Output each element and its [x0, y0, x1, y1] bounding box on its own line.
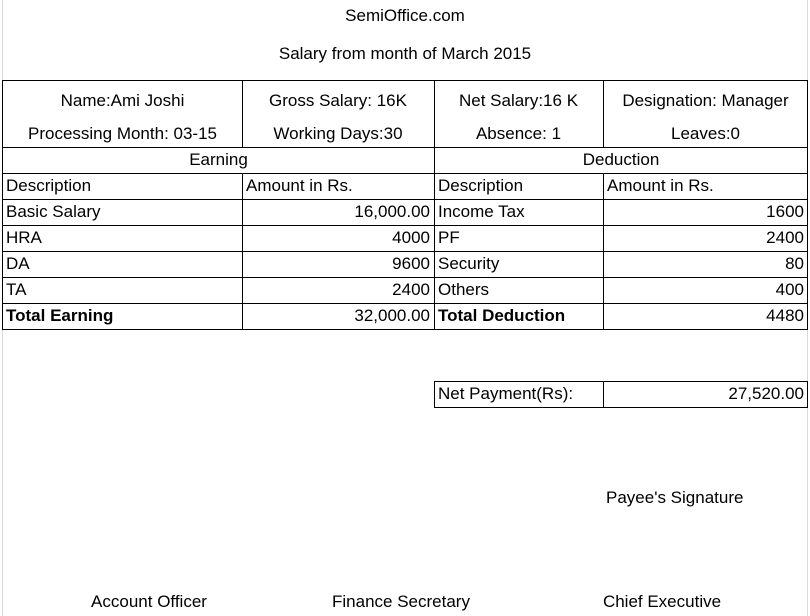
border-line [2, 199, 808, 200]
border-line [2, 329, 808, 330]
total-earning-label: Total Earning [6, 306, 114, 325]
deduction-row-description: Security [438, 254, 500, 273]
payee-signature-label: Payee's Signature [606, 488, 744, 507]
earning-col-description: Description [6, 176, 92, 195]
account-officer-label: Account Officer [91, 592, 207, 611]
border-line [242, 173, 243, 330]
deduction-row-description: Income Tax [438, 202, 525, 221]
border-line [2, 80, 808, 81]
deduction-row-amount: 80 [785, 254, 804, 273]
net-payment-value: 27,520.00 [728, 384, 804, 403]
deduction-row-amount: 1600 [766, 202, 804, 221]
earning-row-amount: 9600 [392, 254, 430, 273]
border-line [603, 381, 604, 408]
chief-executive-label: Chief Executive [602, 592, 722, 611]
deduction-row-description: Others [438, 280, 490, 299]
absence: Absence: 1 [475, 124, 562, 143]
border-line [242, 80, 243, 147]
border-line [434, 407, 808, 408]
border-line [2, 277, 808, 278]
border-line [2, 225, 808, 226]
deduction-row-amount: 2400 [766, 228, 804, 247]
earning-row-amount: 4000 [392, 228, 430, 247]
site-title: SemiOffice.com [345, 6, 465, 25]
deduction-row-description: PF [438, 228, 460, 247]
border-line [2, 251, 808, 252]
earning-row-description: HRA [6, 228, 42, 247]
border-line [603, 173, 604, 330]
border-line [2, 147, 808, 148]
designation: Designation: Manager [622, 91, 789, 110]
net-salary: Net Salary:16 K [458, 91, 579, 110]
earning-row-description: Basic Salary [6, 202, 101, 221]
employee-name: Name:Ami Joshi [60, 91, 185, 110]
border-line [2, 173, 808, 174]
deduction-section-label: Deduction [582, 150, 660, 169]
deduction-col-amount: Amount in Rs. [607, 176, 714, 195]
border-line [2, 0, 3, 81]
border-line [807, 80, 808, 330]
page-title: Salary from month of March 2015 [278, 44, 532, 63]
total-earning-amount: 32,000.00 [354, 306, 430, 325]
grid-divider [2, 330, 3, 616]
earning-section-label: Earning [189, 150, 248, 169]
border-line [2, 80, 3, 330]
border-line [603, 80, 604, 147]
earning-row-description: TA [6, 280, 27, 299]
border-line [434, 381, 808, 382]
net-payment-label: Net Payment(Rs): [438, 384, 574, 403]
earning-row-description: DA [6, 254, 30, 273]
working-days: Working Days:30 [273, 124, 403, 143]
deduction-col-description: Description [438, 176, 524, 195]
border-line [434, 381, 435, 408]
total-deduction-label: Total Deduction [438, 306, 566, 325]
processing-month: Processing Month: 03-15 [28, 124, 217, 143]
border-line [2, 303, 808, 304]
earning-row-amount: 16,000.00 [354, 202, 430, 221]
border-line [434, 80, 435, 330]
border-line [807, 381, 808, 408]
earning-col-amount: Amount in Rs. [246, 176, 353, 195]
finance-secretary-label: Finance Secretary [332, 592, 470, 611]
earning-row-amount: 2400 [392, 280, 430, 299]
gross-salary: Gross Salary: 16K [269, 91, 407, 110]
deduction-row-amount: 400 [775, 280, 804, 299]
leaves: Leaves:0 [671, 124, 740, 143]
total-deduction-amount: 4480 [766, 306, 804, 325]
